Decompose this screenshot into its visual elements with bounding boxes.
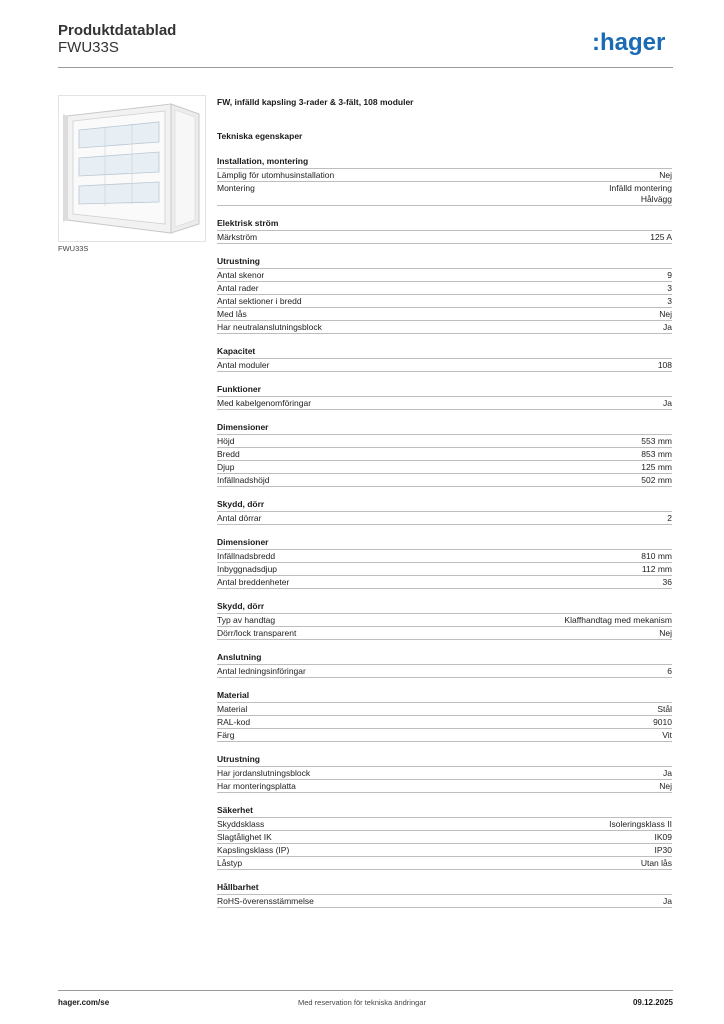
spec-group <box>217 499 672 525</box>
spec-values <box>564 615 672 626</box>
spec-group <box>217 384 672 410</box>
spec-values <box>667 270 672 281</box>
spec-row <box>217 294 672 307</box>
spec-group <box>217 601 672 640</box>
spec-value: Nej <box>659 309 672 319</box>
spec-value: 108 <box>657 360 672 370</box>
spec-value: Ja <box>663 398 672 408</box>
spec-group <box>217 422 672 487</box>
spec-group-divider <box>217 409 672 410</box>
spec-group-title: Säkerhet <box>217 805 253 815</box>
spec-group <box>217 652 672 678</box>
spec-value: Stål <box>657 704 672 714</box>
spec-values <box>641 436 672 447</box>
spec-row <box>217 396 672 409</box>
spec-label: Med lås <box>217 309 247 319</box>
spec-values <box>650 232 672 243</box>
product-title: FW, infälld kapsling 3-rader & 3-fält, 108 moduler <box>217 97 414 107</box>
spec-group <box>217 754 672 793</box>
spec-group-title: Material <box>217 690 250 700</box>
footer-website: hager.com/se <box>58 998 110 1007</box>
spec-row <box>217 817 672 830</box>
spec-group-divider <box>217 524 672 525</box>
spec-label: RoHS-överensstämmelse <box>217 896 314 906</box>
spec-row <box>217 779 672 792</box>
spec-values <box>653 717 672 728</box>
spec-value: 6 <box>667 666 672 676</box>
footer-divider <box>58 990 673 991</box>
spec-group-title: Utrustning <box>217 754 260 764</box>
spec-row <box>217 613 672 626</box>
spec-group-title: Anslutning <box>217 652 262 662</box>
spec-row <box>217 268 672 281</box>
spec-value: Ja <box>663 322 672 332</box>
spec-row <box>217 856 672 869</box>
svg-text::hager: :hager <box>592 29 666 56</box>
spec-group-title: Installation, montering <box>217 156 309 166</box>
spec-group <box>217 537 672 589</box>
spec-group-title: Utrustning <box>217 256 260 266</box>
spec-label: Antal dörrar <box>217 513 262 523</box>
spec-value: 125 A <box>650 232 672 242</box>
spec-label: Med kabelgenomföringar <box>217 398 312 408</box>
spec-value: Nej <box>659 628 672 638</box>
spec-values <box>663 322 672 333</box>
spec-row <box>217 434 672 447</box>
spec-group-title: Skydd, dörr <box>217 499 265 509</box>
spec-values <box>655 845 673 856</box>
spec-value: Infälld montering <box>609 183 672 193</box>
spec-value: 553 mm <box>641 436 672 446</box>
spec-values <box>667 296 672 307</box>
header-divider <box>58 67 673 68</box>
spec-label: Inbyggnadsdjup <box>217 564 278 574</box>
spec-values <box>667 283 672 294</box>
spec-group <box>217 690 672 742</box>
spec-value: Vit <box>662 730 672 740</box>
spec-group-divider <box>217 677 672 678</box>
footer-disclaimer: Med reservation för tekniska ändringar <box>298 998 426 1007</box>
spec-value: 2 <box>667 513 672 523</box>
spec-label: Typ av handtag <box>217 615 276 625</box>
spec-row <box>217 230 672 243</box>
spec-values <box>655 832 673 843</box>
spec-values <box>641 475 672 486</box>
spec-value: 853 mm <box>641 449 672 459</box>
spec-group-divider <box>217 639 672 640</box>
spec-label: Antal sektioner i bredd <box>217 296 302 306</box>
spec-label: Märkström <box>217 232 258 242</box>
spec-label: Färg <box>217 730 235 740</box>
spec-row <box>217 281 672 294</box>
spec-group-divider <box>217 243 672 244</box>
spec-group <box>217 805 672 870</box>
spec-value: Nej <box>659 781 672 791</box>
spec-row <box>217 843 672 856</box>
spec-values <box>659 170 672 181</box>
spec-group-divider <box>217 792 672 793</box>
spec-row <box>217 766 672 779</box>
spec-row <box>217 626 672 639</box>
spec-values <box>663 398 672 409</box>
spec-values <box>662 730 672 741</box>
spec-group-divider <box>217 588 672 589</box>
spec-label: Material <box>217 704 248 714</box>
spec-row <box>217 181 672 205</box>
spec-group <box>217 156 672 206</box>
spec-values <box>642 564 672 575</box>
product-code: FWU33S <box>58 39 119 56</box>
spec-group-title: Elektrisk ström <box>217 218 279 228</box>
spec-row <box>217 511 672 524</box>
spec-label: RAL-kod <box>217 717 251 727</box>
spec-values <box>641 449 672 460</box>
spec-value: 9 <box>667 270 672 280</box>
spec-values <box>667 666 672 677</box>
spec-label: Infällnadshöjd <box>217 475 270 485</box>
product-image <box>58 95 206 242</box>
spec-group <box>217 218 672 244</box>
spec-value: Ja <box>663 896 672 906</box>
spec-value: Hålvägg <box>640 194 672 204</box>
spec-value: Utan lås <box>640 858 672 868</box>
spec-value: Nej <box>659 170 672 180</box>
spec-values <box>659 628 672 639</box>
spec-label: Antal breddenheter <box>217 577 290 587</box>
spec-group-divider <box>217 333 672 334</box>
spec-group <box>217 256 672 334</box>
spec-row <box>217 728 672 741</box>
hager-logo <box>592 28 676 56</box>
spec-value: 125 mm <box>641 462 672 472</box>
spec-label: Slagtålighet IK <box>217 832 272 842</box>
spec-row <box>217 307 672 320</box>
spec-group-title: Funktioner <box>217 384 261 394</box>
spec-label: Antal ledningsinföringar <box>217 666 306 676</box>
spec-label: Har neutralanslutningsblock <box>217 322 322 332</box>
spec-group <box>217 346 672 372</box>
spec-label: Dörr/lock transparent <box>217 628 297 638</box>
spec-label: Antal moduler <box>217 360 270 370</box>
spec-label: Infällnadsbredd <box>217 551 276 561</box>
spec-row <box>217 460 672 473</box>
spec-value: Ja <box>663 768 672 778</box>
spec-row <box>217 562 672 575</box>
spec-group-divider <box>217 371 672 372</box>
spec-values <box>657 704 672 715</box>
spec-label: Antal rader <box>217 283 259 293</box>
spec-values <box>659 781 672 792</box>
spec-value: IP30 <box>654 845 672 855</box>
spec-value: Klaffhandtag med mekanism <box>564 615 672 625</box>
spec-values <box>663 896 672 907</box>
spec-values <box>663 768 672 779</box>
spec-values <box>641 462 672 473</box>
spec-row <box>217 358 672 371</box>
spec-row <box>217 575 672 588</box>
spec-group-title: Dimensioner <box>217 537 269 547</box>
spec-value: 810 mm <box>641 551 672 561</box>
spec-values <box>641 858 672 869</box>
technical-heading: Tekniska egenskaper <box>217 131 303 141</box>
spec-group-divider <box>217 741 672 742</box>
spec-row <box>217 168 672 181</box>
spec-row <box>217 473 672 486</box>
spec-label: Montering <box>217 183 255 193</box>
spec-group-divider <box>217 869 672 870</box>
spec-row <box>217 830 672 843</box>
spec-group <box>217 882 672 908</box>
spec-label: Låstyp <box>217 858 243 868</box>
spec-group-divider <box>217 907 672 908</box>
spec-row <box>217 702 672 715</box>
spec-group-title: Kapacitet <box>217 346 256 356</box>
spec-values <box>663 577 672 588</box>
spec-label: Bredd <box>217 449 240 459</box>
spec-values <box>659 309 672 320</box>
spec-group-divider <box>217 486 672 487</box>
spec-values <box>658 360 672 371</box>
spec-label: Skyddsklass <box>217 819 265 829</box>
spec-values <box>609 819 672 830</box>
document-title: Produktdatablad <box>58 22 177 39</box>
footer-date: 09.12.2025 <box>632 998 673 1007</box>
spec-value: 502 mm <box>641 475 672 485</box>
spec-row <box>217 447 672 460</box>
image-caption: FWU33S <box>58 244 89 253</box>
spec-row <box>217 549 672 562</box>
spec-label: Antal skenor <box>217 270 265 280</box>
spec-value: 9010 <box>653 717 672 727</box>
spec-value: IK09 <box>654 832 672 842</box>
spec-label: Djup <box>217 462 235 472</box>
spec-value: Isoleringsklass II <box>609 819 672 829</box>
spec-value: 3 <box>667 296 672 306</box>
spec-row <box>217 894 672 907</box>
spec-group-title: Skydd, dörr <box>217 601 265 611</box>
spec-label: Har jordanslutningsblock <box>217 768 311 778</box>
spec-values <box>641 551 672 562</box>
spec-value: 36 <box>662 577 672 587</box>
spec-label: Höjd <box>217 436 235 446</box>
spec-label: Har monteringsplatta <box>217 781 296 791</box>
spec-value: 112 mm <box>641 564 672 574</box>
spec-values <box>667 513 672 524</box>
spec-group-title: Hållbarhet <box>217 882 259 892</box>
spec-group-title: Dimensioner <box>217 422 269 432</box>
spec-label: Kapslingsklass (IP) <box>217 845 290 855</box>
spec-values <box>609 183 672 205</box>
spec-label: Lämplig för utomhusinstallation <box>217 170 335 180</box>
spec-row <box>217 664 672 677</box>
spec-group-divider <box>217 205 672 206</box>
spec-row <box>217 715 672 728</box>
spec-table <box>217 156 672 920</box>
spec-value: 3 <box>667 283 672 293</box>
spec-row <box>217 320 672 333</box>
